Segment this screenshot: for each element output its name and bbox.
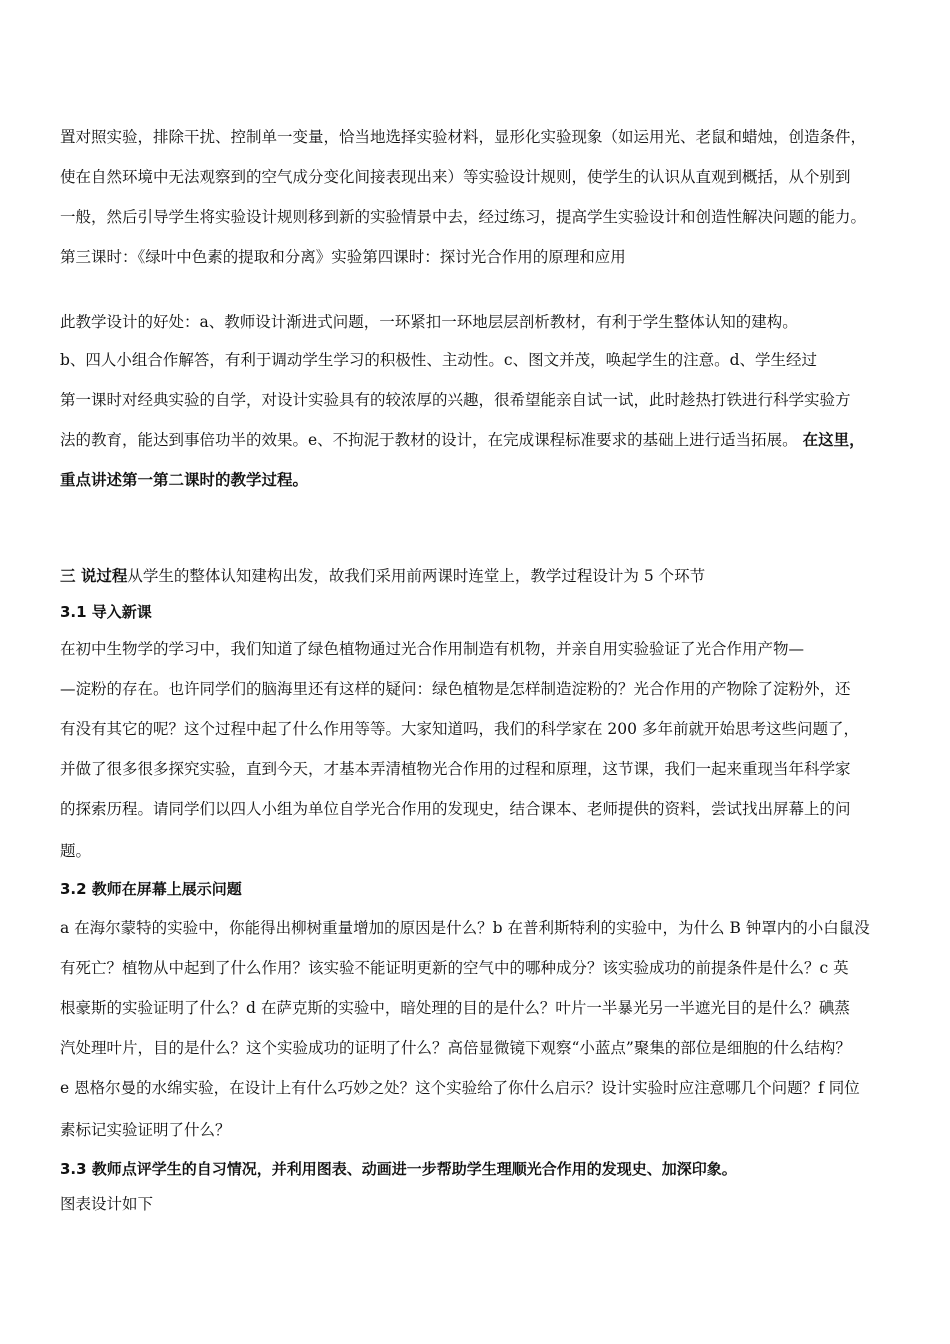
paragraph-line	[60, 430, 940, 450]
subsection-heading: 3.1 导入新课	[60, 603, 152, 621]
section-heading	[60, 566, 940, 586]
paragraph-line: 汽处理叶片，目的是什么？这个实验成功的证明了什么？高倍显微镜下观察“小蓝点”聚集的部位是细胞的什么结构？	[60, 1039, 851, 1057]
paragraph-line: 第三课时：《绿叶中色素的提取和分离》实验第四课时：探讨光合作用的原理和应用	[60, 248, 626, 266]
paragraph-line: 使在自然环境中无法观察到的空气成分变化间接表现出来）等实验设计规则，使学生的认识从直观到概括，从个别到	[60, 168, 851, 186]
emphasis-line: 重点讲述第一第二课时的教学过程。	[60, 470, 309, 489]
paragraph-line: 第一课时对经典实验的自学，对设计实验具有的较浓厚的兴趣，很希望能亲自试一试，此时趁热打铁进行科学实验方	[60, 391, 851, 409]
paragraph-line: 的探索历程。请同学们以四人小组为单位自学光合作用的发现史，结合课本、老师提供的资料，尝试找出屏幕上的问	[60, 800, 851, 818]
paragraph-line: 有没有其它的呢？这个过程中起了什么作用等等。大家知道吗，我们的科学家在 200 多年前就开始思考这些问题了，	[60, 720, 859, 738]
paragraph-line: 并做了很多很多探究实验，直到今天，才基本弄清植物光合作用的过程和原理，这节课，我们一起来重现当年科学家	[60, 760, 851, 778]
subsection-heading: 3.3 教师点评学生的自习情况，并利用图表、动画进一步帮助学生理顺光合作用的发现史、加深印象。	[60, 1160, 737, 1178]
paragraph-text: 法的教育，能达到事倍功半的效果。e、不拘泥于教材的设计，在完成课程标准要求的基础上进行适当拓展。	[60, 431, 798, 449]
paragraph-line: 此教学设计的好处：a、教师设计渐进式问题，一环紧扣一环地层层剖析教材，有利于学生整体认知的建构。	[60, 313, 798, 331]
paragraph-line: e 恩格尔曼的水绵实验，在设计上有什么巧妙之处？这个实验给了你什么启示？设计实验时应注意哪几个问题？f 同位	[60, 1079, 860, 1097]
paragraph-line: 图表设计如下	[60, 1195, 154, 1213]
section-heading-text: 从学生的整体认知建构出发，故我们采用前两课时连堂上，教学过程设计为 5 个环节	[127, 567, 706, 585]
emphasis-text: 在这里，	[802, 430, 865, 449]
paragraph-line: 一般，然后引导学生将实验设计规则移到新的实验情景中去，经过练习，提高学生实验设计和创造性解决问题的能力。	[60, 208, 867, 226]
paragraph-line: 置对照实验，排除干扰、控制单一变量，恰当地选择实验材料，显形化实验现象（如运用光、老鼠和蜡烛，创造条件，	[60, 128, 867, 146]
paragraph-line: 有死亡？植物从中起到了什么作用？该实验不能证明更新的空气中的哪种成分？该实验成功的前提条件是什么？c 英	[60, 959, 849, 977]
paragraph-line: a 在海尔蒙特的实验中，你能得出柳树重量增加的原因是什么？b 在普利斯特利的实验中，为什么 B 钟罩内的小白鼠没	[60, 919, 870, 937]
paragraph-line: —淀粉的存在。也许同学们的脑海里还有这样的疑问：绿色植物是怎样制造淀粉的？光合作用的产物除了淀粉外，还	[60, 680, 851, 698]
paragraph-line: 根豪斯的实验证明了什么？d 在萨克斯的实验中，暗处理的目的是什么？叶片一半暴光另一半遮光目的是什么？碘蒸	[60, 999, 850, 1017]
section-heading-label: 三 说过程	[60, 566, 128, 585]
paragraph-line: b、四人小组合作解答，有利于调动学生学习的积极性、主动性。c、图文并茂，唤起学生的注意。d、学生经过	[60, 351, 818, 369]
paragraph-line: 在初中生物学的学习中，我们知道了绿色植物通过光合作用制造有机物，并亲自用实验验证了光合作用产物—	[60, 640, 805, 658]
subsection-heading: 3.2 教师在屏幕上展示问题	[60, 880, 242, 898]
paragraph-line: 素标记实验证明了什么？	[60, 1121, 231, 1139]
paragraph-line: 题。	[60, 842, 92, 860]
